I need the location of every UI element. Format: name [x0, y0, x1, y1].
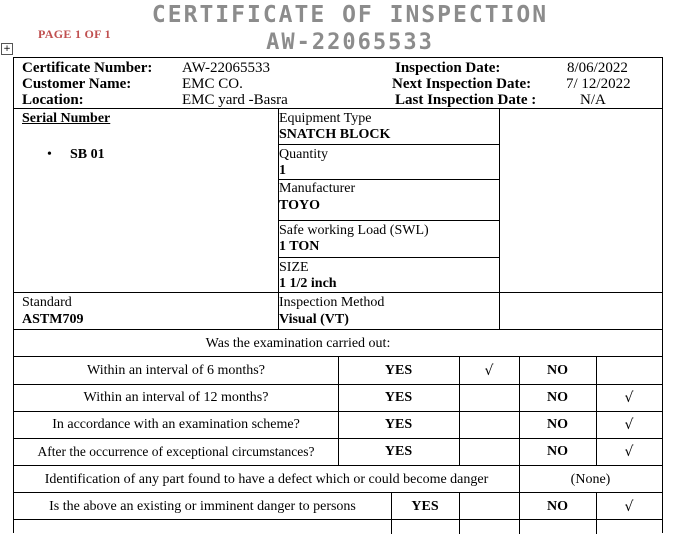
no-label: NO	[547, 363, 568, 378]
quantity-value: 1	[279, 163, 286, 178]
exam-question: Within an interval of 6 months?	[87, 363, 265, 378]
rule	[499, 108, 500, 329]
cert-number-value: AW-22065533	[182, 60, 270, 76]
no-check-icon: √	[624, 390, 634, 406]
next-date-label: Next Inspection Date:	[392, 76, 532, 92]
rule	[14, 108, 662, 109]
page-number: PAGE 1 OF 1	[38, 27, 111, 41]
rule	[14, 329, 662, 330]
no-check-icon: √	[624, 499, 634, 515]
rule	[278, 257, 499, 258]
size-label: SIZE	[279, 260, 309, 275]
last-date-label: Last Inspection Date :	[395, 92, 537, 108]
inspection-method-value: Visual (VT)	[279, 312, 349, 327]
table-move-handle-icon[interactable]: +	[1, 43, 13, 55]
exam-question: Within an interval of 12 months?	[83, 390, 269, 405]
defects-question: Identification of any part found to have a defect which or could become danger	[44, 472, 489, 487]
location-value: EMC yard -Basra	[182, 92, 288, 108]
inspection-date-value: 8/06/2022	[567, 60, 628, 76]
rule	[14, 465, 662, 466]
cert-number-label: Certificate Number:	[22, 60, 153, 76]
exam-question: In accordance with an examination scheme?	[52, 417, 300, 432]
serial-item: SB 01	[70, 147, 105, 162]
no-check-icon: √	[624, 444, 634, 460]
danger-question: Is the above an existing or imminent danger to persons	[49, 499, 356, 514]
size-value: 1 1/2 inch	[279, 276, 337, 291]
rule	[278, 179, 499, 180]
certificate-title: CERTIFICATE OF INSPECTION	[151, 2, 549, 28]
serial-number-label: Serial Number	[22, 111, 111, 126]
no-check-icon: √	[624, 417, 634, 433]
no-label: NO	[547, 444, 568, 459]
yes-label: YES	[384, 444, 413, 459]
equipment-type-value: SNATCH BLOCK	[279, 127, 391, 142]
swl-value: 1 TON	[279, 239, 320, 254]
rule	[278, 144, 499, 145]
inspection-method-label: Inspection Method	[279, 295, 385, 310]
yes-label: YES	[384, 363, 413, 378]
quantity-label: Quantity	[279, 147, 328, 162]
location-label: Location:	[22, 92, 84, 108]
rule	[14, 519, 662, 520]
equipment-type-label: Equipment Type	[279, 111, 372, 126]
rule	[14, 492, 662, 493]
inspection-table	[13, 57, 663, 533]
customer-value: EMC CO.	[182, 76, 243, 92]
rule	[278, 220, 499, 221]
last-date-value: N/A	[580, 92, 606, 108]
manufacturer-label: Manufacturer	[279, 181, 356, 196]
yes-label: YES	[384, 390, 413, 405]
manufacturer-value: TOYO	[279, 198, 320, 213]
defects-answer: (None)	[570, 472, 611, 487]
yes-label: YES	[411, 499, 439, 514]
yes-check-icon: √	[484, 363, 494, 379]
next-date-value: 7/ 12/2022	[566, 76, 631, 92]
customer-label: Customer Name:	[22, 76, 132, 92]
rule	[459, 492, 460, 534]
yes-label: YES	[384, 417, 413, 432]
rule	[14, 292, 662, 293]
examination-heading: Was the examination carried out:	[205, 336, 391, 351]
no-label: NO	[547, 499, 568, 514]
standard-label: Standard	[22, 295, 72, 310]
list-bullet: •	[47, 147, 52, 162]
inspection-date-label: Inspection Date:	[395, 60, 501, 76]
exam-question: After the occurrence of exceptional circumstances?	[37, 444, 315, 459]
swl-label: Safe working Load (SWL)	[279, 223, 429, 238]
certificate-code: AW-22065533	[266, 30, 434, 55]
no-label: NO	[547, 390, 568, 405]
no-label: NO	[547, 417, 568, 432]
standard-value: ASTM709	[22, 312, 84, 327]
